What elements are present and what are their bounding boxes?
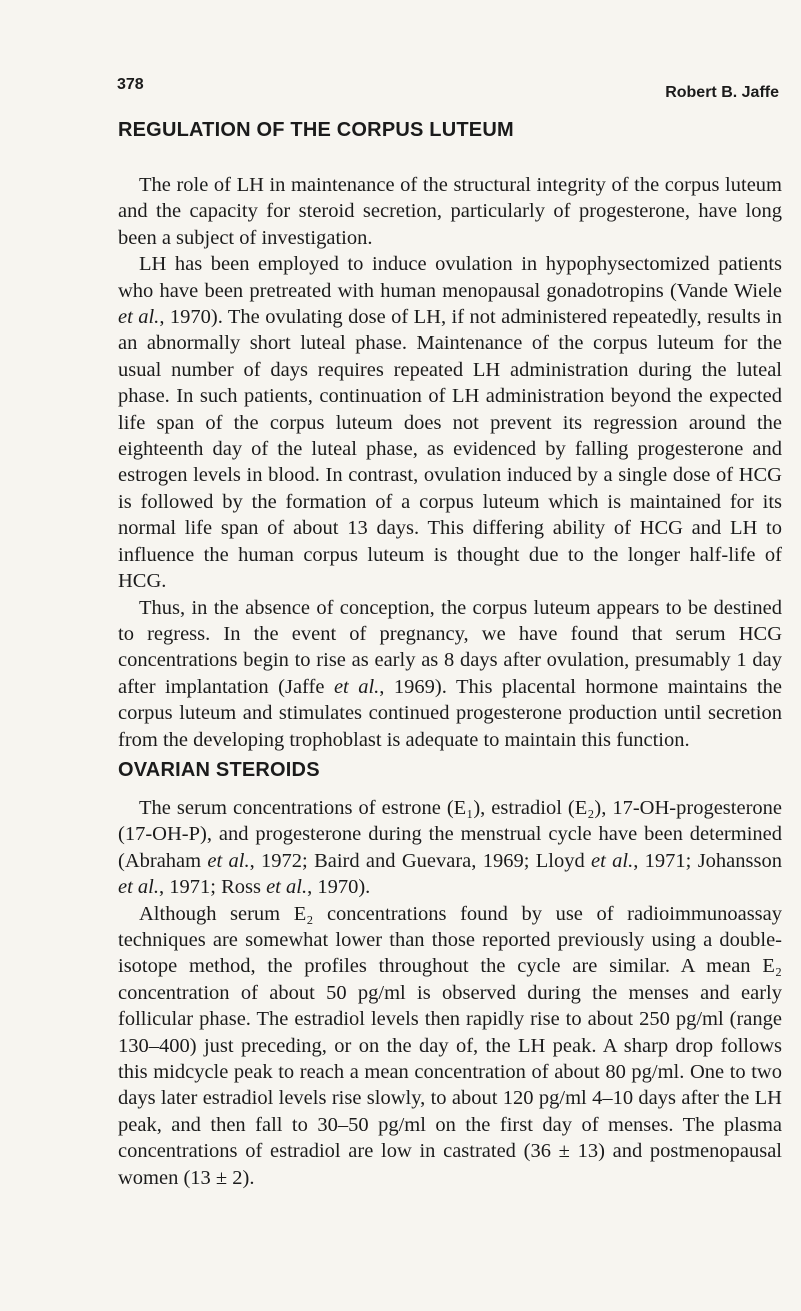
- section-heading-corpus-luteum: REGULATION OF THE CORPUS LUTEUM: [118, 119, 514, 141]
- section-body-ovarian-steroids: [118, 795, 782, 1191]
- section-heading-ovarian-steroids: OVARIAN STEROIDS: [118, 759, 320, 781]
- paragraph: Thus, in the absence of conception, the corpus luteum appears to be destined to regress. In the event of pregnancy, we have found that serum HCG concentrations begin to rise as early as 8 days after ovulation, presumably 1 day after implantation (Jaffe et al., 1969). This placental hormone maintains the corpus luteum and stimulates continued progesterone production until secretion from the developing trophoblast is adequate to maintain this function.: [118, 596, 782, 751]
- paragraph: LH has been employed to induce ovulation in hypophysectomized patients who have been pretreated with human menopausal gonadotropins (Vande Wiele et al., 1970). The ovulating dose of LH, if not administered repeatedly, results in an abnormally short luteal phase. Maintenance of the corpus luteum for the usual number of days requires repeated LH administration during the luteal phase. In such patients, continuation of LH administration beyond the expected life span of the corpus luteum does not prevent its regression around the eighteenth day of the luteal phase, as evidenced by falling progesterone and estrogen levels in blood. In contrast, ovulation induced by a single dose of HCG is followed by the formation of a corpus luteum which is maintained for its normal life span of about 13 days. This differing ability of HCG and LH to influence the human corpus luteum is thought due to the longer half-life of HCG.: [118, 253, 782, 593]
- paragraph: The serum concentrations of estrone (E₁), estradiol (E₂), 17-OH-progesterone (17-OH-P), and progesterone during the menstrual cycle have been determined (Abraham et al., 1972; Baird and Guevara, 1969; Lloyd et al., 1971; Johansson et al., 1971; Ross et al., 1970).: [118, 797, 782, 899]
- page-header: [117, 76, 779, 102]
- paragraph: The role of LH in maintenance of the structural integrity of the corpus luteum and the capacity for steroid secretion, particularly of progesterone, have long been a subject of investigation.: [118, 174, 782, 249]
- paragraph: Although serum E₂ concentrations found by use of radioimmunoassay techniques are somewhat lower than those reported previously using a double-isotope method, the profiles throughout the cycle are similar. A mean E₂ concentration of about 50 pg/ml is observed during the menses and early follicular phase. The estradiol levels then rapidly rise to about 250 pg/ml (range 130–400) just preceding, or on the day of, the LH peak. A sharp drop follows this midcycle peak to reach a mean concentration of about 80 pg/ml. One to two days later estradiol levels rise slowly, to about 120 pg/ml 4–10 days after the LH peak, and then fall to 30–50 pg/ml on the first day of menses. The plasma concentrations of estradiol are low in castrated (36 ± 13) and postmenopausal women (13 ± 2).: [118, 902, 782, 1189]
- page-number: 378: [117, 76, 144, 93]
- running-head-author: Robert B. Jaffe: [665, 84, 779, 101]
- section-body-corpus-luteum: [118, 172, 782, 753]
